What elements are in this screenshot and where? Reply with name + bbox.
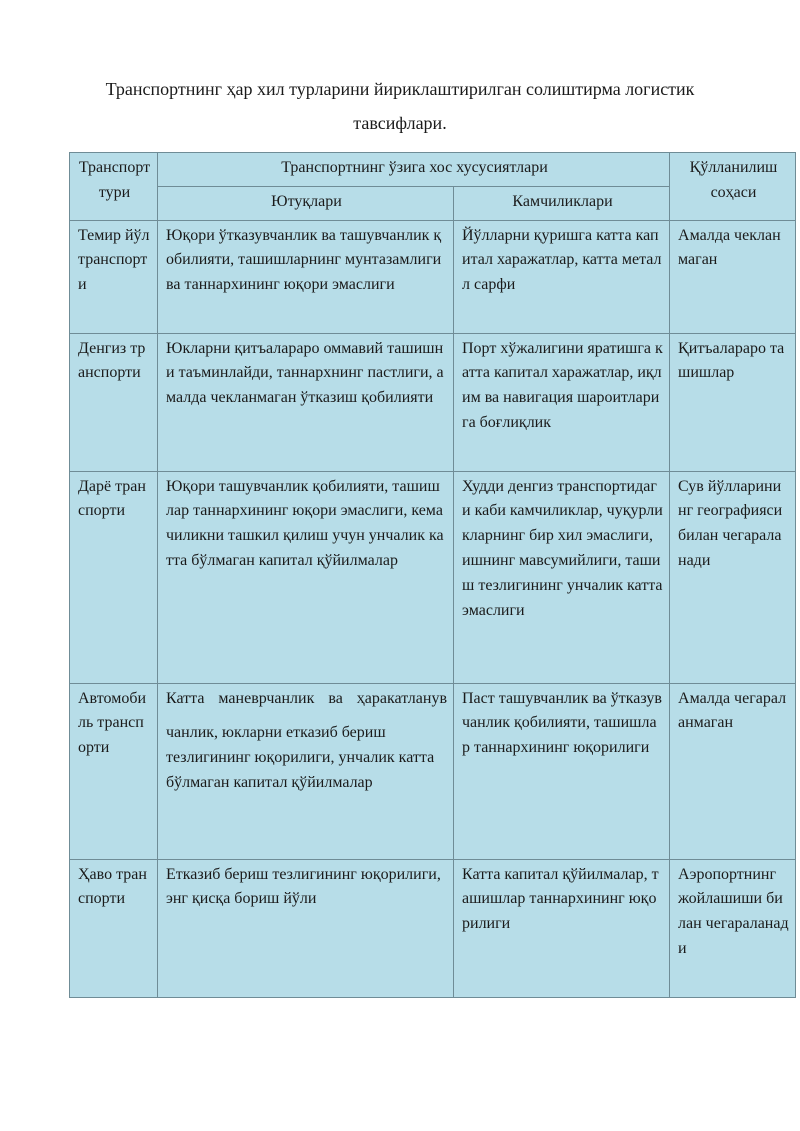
title-line-2: тавсифлари.	[353, 113, 447, 133]
cell-transport-type: Темир йўл транспорти	[70, 220, 158, 333]
table-row	[70, 333, 796, 471]
cell-advantages: Юкларни қитъалараро оммавий ташишни таъминлайди, таннархнинг пастлиги, амалда чекланмаган ўтказиш қобилияти	[158, 333, 454, 471]
header-advantages: Ютуқлари	[158, 186, 454, 220]
cell-scope: Амалда чегараланмаган	[670, 683, 796, 859]
advantages-line-2: чанлик, юкларни етказиб бериш тезлигининг юқорилиги, унчалик катта бўлмаган капитал қўйилмалар	[166, 724, 435, 791]
cell-advantages	[158, 683, 454, 859]
cell-transport-type: Автомобиль транспорти	[70, 683, 158, 859]
cell-transport-type: Ҳаво транспорти	[70, 859, 158, 997]
cell-advantages: Етказиб бериш тезлигининг юқорилиги, энг қисқа бориш йўли	[158, 859, 454, 997]
cell-scope: Сув йўлларининг географияси билан чегараланади	[670, 471, 796, 683]
title-line-1: Транспортнинг ҳар хил турларини йириклаштирилган солиштирма логистик	[105, 79, 695, 99]
header-scope: Қўлланилиш соҳаси	[670, 153, 796, 221]
cell-disadvantages: Паст ташувчанлик ва ўтказувчанлик қобилияти, ташишлар таннархининг юқорилиги	[454, 683, 670, 859]
document-title	[60, 72, 740, 140]
cell-advantages: Юқори ўтказувчанлик ва ташувчанлик қобилияти, ташишларнинг мунтазамлиги ва таннархининг юқори эмаслиги	[158, 220, 454, 333]
table-row	[70, 471, 796, 683]
cell-scope: Амалда чекланмаган	[670, 220, 796, 333]
cell-scope: Қитъалараро ташишлар	[670, 333, 796, 471]
cell-advantages: Юқори ташувчанлик қобилияти, ташишлар таннархининг юқори эмаслиги, кемачиликни ташкил қилиш учун унчалик катта бўлмаган капитал қўйилмалар	[158, 471, 454, 683]
table-row	[70, 859, 796, 997]
cell-transport-type: Денгиз транспорти	[70, 333, 158, 471]
header-disadvantages: Камчиликлари	[454, 186, 670, 220]
header-transport-type: Транспорт тури	[70, 153, 158, 221]
cell-disadvantages: Худди денгиз транспортидаги каби камчиликлар, чуқурликларнинг бир хил эмаслиги, ишнинг мавсумийлиги, ташиш тезлигининг унчалик катта эмаслиги	[454, 471, 670, 683]
table-row	[70, 220, 796, 333]
cell-disadvantages: Йўлларни қуришга катта капитал харажатлар, катта металл сарфи	[454, 220, 670, 333]
cell-scope: Аэропортнинг жойлашиши билан чегараланади	[670, 859, 796, 997]
table-row	[70, 683, 796, 859]
advantages-line-1: Катта маневрчанлик ва ҳаракатланув	[166, 689, 447, 707]
cell-disadvantages: Порт хўжалигини яратишга катта капитал харажатлар, иқлим ва навигация шароитларига боғлиқлик	[454, 333, 670, 471]
logistics-comparison-table	[69, 152, 796, 998]
cell-disadvantages: Катта капитал қўйилмалар, ташишлар таннархининг юқорилиги	[454, 859, 670, 997]
table-header-row	[70, 153, 796, 187]
cell-transport-type: Дарё транспорти	[70, 471, 158, 683]
header-features: Транспортнинг ўзига хос хусусиятлари	[158, 153, 670, 187]
